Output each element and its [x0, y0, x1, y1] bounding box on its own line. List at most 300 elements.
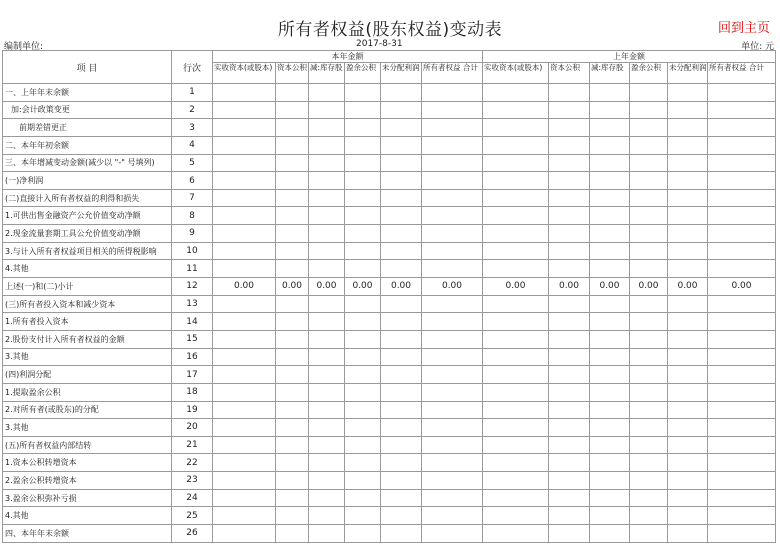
value-cell [630, 242, 668, 260]
value-cell [309, 242, 345, 260]
value-cell [549, 489, 590, 507]
value-cell [630, 348, 668, 366]
value-cell [590, 489, 630, 507]
line-number: 11 [172, 260, 213, 278]
preparer-label: 编制单位: [4, 42, 44, 52]
value-cell [708, 101, 776, 119]
prior-year-header: 上年金额 [483, 51, 776, 63]
value-cell [668, 525, 708, 543]
table-row [3, 84, 776, 102]
value-cell [668, 489, 708, 507]
report-date: 2017-8-31 [356, 39, 403, 49]
value-cell [381, 472, 422, 490]
prior-col-header: 所有者权益 合计 [708, 63, 776, 84]
line-number: 21 [172, 436, 213, 454]
value-cell [708, 207, 776, 225]
value-cell [345, 436, 381, 454]
value-cell [590, 330, 630, 348]
value-cell [483, 101, 549, 119]
value-cell [276, 154, 309, 172]
line-number: 16 [172, 348, 213, 366]
value-cell [276, 507, 309, 525]
value-cell [276, 454, 309, 472]
value-cell [590, 419, 630, 437]
table-row [3, 507, 776, 525]
value-cell [309, 313, 345, 331]
value-cell [549, 242, 590, 260]
value-cell [668, 242, 708, 260]
value-cell [549, 313, 590, 331]
value-cell [630, 260, 668, 278]
value-cell [422, 172, 483, 190]
value-cell [345, 507, 381, 525]
value-cell [590, 242, 630, 260]
line-number: 3 [172, 119, 213, 137]
value-cell [213, 454, 276, 472]
value-cell [668, 313, 708, 331]
value-cell [381, 136, 422, 154]
value-cell [549, 419, 590, 437]
value-cell [668, 119, 708, 137]
value-cell [345, 101, 381, 119]
value-cell [422, 154, 483, 172]
value-cell [708, 136, 776, 154]
value-cell [483, 260, 549, 278]
row-label: 一、上年年末余额 [3, 84, 172, 102]
value-cell [381, 189, 422, 207]
value-cell [276, 136, 309, 154]
value-cell [381, 366, 422, 384]
value-cell [708, 525, 776, 543]
value-cell [590, 366, 630, 384]
value-cell [630, 366, 668, 384]
value-cell [422, 207, 483, 225]
value-cell [422, 472, 483, 490]
value-cell [345, 401, 381, 419]
value-cell [213, 295, 276, 313]
value-cell [590, 454, 630, 472]
value-cell [483, 366, 549, 384]
prior-col-header: 盈余公积 [630, 63, 668, 84]
value-cell [708, 154, 776, 172]
value-cell [422, 507, 483, 525]
value-cell [668, 383, 708, 401]
value-cell: 0.00 [630, 278, 668, 296]
value-cell [213, 101, 276, 119]
prior-col-header: 资本公积 [549, 63, 590, 84]
value-cell [590, 225, 630, 243]
prior-col-header: 实收资本(或股本) [483, 63, 549, 84]
value-cell [345, 225, 381, 243]
value-cell [483, 242, 549, 260]
value-cell [345, 136, 381, 154]
table-row [3, 401, 776, 419]
value-cell [590, 136, 630, 154]
line-number: 23 [172, 472, 213, 490]
value-cell [590, 260, 630, 278]
prior-col-header: 减:库存股 [590, 63, 630, 84]
value-cell [483, 348, 549, 366]
value-cell [668, 401, 708, 419]
value-cell [668, 366, 708, 384]
table-row [3, 225, 776, 243]
value-cell [483, 295, 549, 313]
value-cell [708, 172, 776, 190]
value-cell [590, 295, 630, 313]
value-cell [276, 330, 309, 348]
value-cell [708, 313, 776, 331]
value-cell [630, 207, 668, 225]
value-cell [345, 454, 381, 472]
table-row [3, 172, 776, 190]
value-cell [345, 189, 381, 207]
value-cell [590, 313, 630, 331]
value-cell [549, 507, 590, 525]
line-number: 24 [172, 489, 213, 507]
row-label: 四、本年年末余额 [3, 525, 172, 543]
value-cell [590, 172, 630, 190]
value-cell [630, 436, 668, 454]
value-cell: 0.00 [345, 278, 381, 296]
value-cell [422, 101, 483, 119]
current-col-header: 盈余公积 [345, 63, 381, 84]
value-cell [590, 383, 630, 401]
line-number: 26 [172, 525, 213, 543]
value-cell [213, 348, 276, 366]
value-cell [422, 436, 483, 454]
value-cell [708, 419, 776, 437]
value-cell [549, 207, 590, 225]
value-cell [381, 525, 422, 543]
value-cell [590, 348, 630, 366]
value-cell [668, 225, 708, 243]
value-cell [549, 525, 590, 543]
current-col-header: 减:库存股 [309, 63, 345, 84]
value-cell [708, 189, 776, 207]
value-cell [590, 119, 630, 137]
value-cell [549, 119, 590, 137]
value-cell [630, 295, 668, 313]
value-cell [309, 154, 345, 172]
value-cell [309, 295, 345, 313]
table-row [3, 101, 776, 119]
row-label: (四)利润分配 [3, 366, 172, 384]
value-cell [708, 454, 776, 472]
value-cell [422, 525, 483, 543]
value-cell [708, 295, 776, 313]
value-cell [668, 136, 708, 154]
value-cell [381, 401, 422, 419]
table-row [3, 366, 776, 384]
value-cell [630, 119, 668, 137]
row-label: 加:会计政策变更 [3, 101, 172, 119]
value-cell: 0.00 [276, 278, 309, 296]
value-cell [630, 401, 668, 419]
value-cell [630, 507, 668, 525]
value-cell [590, 401, 630, 419]
value-cell [309, 101, 345, 119]
value-cell [483, 401, 549, 419]
value-cell: 0.00 [708, 278, 776, 296]
value-cell [668, 101, 708, 119]
value-cell [309, 119, 345, 137]
value-cell [276, 172, 309, 190]
current-col-header: 实收资本(或股本) [213, 63, 276, 84]
current-year-header: 本年金额 [213, 51, 483, 63]
value-cell [590, 84, 630, 102]
value-cell [630, 101, 668, 119]
line-number: 7 [172, 189, 213, 207]
value-cell [276, 189, 309, 207]
line-number: 13 [172, 295, 213, 313]
home-link[interactable]: 回到主页 [717, 21, 770, 36]
table-row [3, 207, 776, 225]
value-cell [708, 436, 776, 454]
value-cell [483, 119, 549, 137]
value-cell [668, 454, 708, 472]
value-cell [345, 154, 381, 172]
value-cell [381, 84, 422, 102]
row-label: 上述(一)和(二)小计 [3, 278, 172, 296]
value-cell [668, 207, 708, 225]
value-cell [590, 436, 630, 454]
value-cell [630, 383, 668, 401]
value-cell [630, 454, 668, 472]
value-cell [422, 330, 483, 348]
row-label: 3.其他 [3, 419, 172, 437]
value-cell [422, 489, 483, 507]
line-number: 10 [172, 242, 213, 260]
value-cell [276, 225, 309, 243]
line-number: 19 [172, 401, 213, 419]
value-cell [345, 489, 381, 507]
value-cell [276, 525, 309, 543]
value-cell [381, 348, 422, 366]
value-cell [213, 472, 276, 490]
value-cell [276, 295, 309, 313]
line-number: 20 [172, 419, 213, 437]
current-col-header: 未分配利润 [381, 63, 422, 84]
value-cell [213, 207, 276, 225]
project-header: 项 目 [3, 51, 172, 84]
value-cell [549, 136, 590, 154]
equity-change-table [2, 50, 776, 543]
value-cell [422, 260, 483, 278]
value-cell [549, 401, 590, 419]
value-cell [276, 207, 309, 225]
page-title: 所有者权益(股东权益)变动表 [277, 20, 503, 40]
prior-col-header: 未分配利润 [668, 63, 708, 84]
value-cell [483, 225, 549, 243]
value-cell [549, 472, 590, 490]
line-number: 12 [172, 278, 213, 296]
value-cell [668, 295, 708, 313]
value-cell [381, 207, 422, 225]
value-cell [276, 101, 309, 119]
value-cell [422, 225, 483, 243]
value-cell: 0.00 [213, 278, 276, 296]
row-label: (五)所有者权益内部结转 [3, 436, 172, 454]
value-cell [422, 366, 483, 384]
value-cell [309, 84, 345, 102]
value-cell [309, 136, 345, 154]
value-cell [630, 489, 668, 507]
value-cell [708, 401, 776, 419]
value-cell [345, 84, 381, 102]
value-cell [483, 383, 549, 401]
value-cell [549, 383, 590, 401]
value-cell [213, 154, 276, 172]
line-number: 8 [172, 207, 213, 225]
line-number: 22 [172, 454, 213, 472]
value-cell [213, 242, 276, 260]
table-row [3, 525, 776, 543]
row-label: 2.现金流量套期工具公允价值变动净额 [3, 225, 172, 243]
value-cell [708, 366, 776, 384]
value-cell [630, 330, 668, 348]
value-cell [381, 454, 422, 472]
value-cell [668, 260, 708, 278]
row-label: 3.盈余公积弥补亏损 [3, 489, 172, 507]
value-cell: 0.00 [422, 278, 483, 296]
value-cell [549, 260, 590, 278]
value-cell [309, 366, 345, 384]
value-cell [381, 154, 422, 172]
value-cell [708, 260, 776, 278]
value-cell [213, 119, 276, 137]
value-cell [213, 401, 276, 419]
row-label: 4.其他 [3, 507, 172, 525]
line-number: 2 [172, 101, 213, 119]
value-cell [422, 419, 483, 437]
value-cell [630, 172, 668, 190]
table-row [3, 454, 776, 472]
value-cell [549, 225, 590, 243]
value-cell [309, 225, 345, 243]
row-label: 4.其他 [3, 260, 172, 278]
value-cell [276, 366, 309, 384]
value-cell [276, 242, 309, 260]
value-cell [549, 366, 590, 384]
value-cell [213, 313, 276, 331]
value-cell [422, 84, 483, 102]
value-cell [422, 383, 483, 401]
value-cell [668, 330, 708, 348]
value-cell [309, 419, 345, 437]
value-cell [422, 136, 483, 154]
table-row [3, 154, 776, 172]
value-cell [213, 419, 276, 437]
value-cell [422, 119, 483, 137]
table-row [3, 472, 776, 490]
value-cell [590, 189, 630, 207]
value-cell [483, 472, 549, 490]
row-label: 1.所有者投入资本 [3, 313, 172, 331]
value-cell [708, 348, 776, 366]
value-cell [345, 383, 381, 401]
value-cell [213, 84, 276, 102]
value-cell [590, 472, 630, 490]
value-cell [345, 260, 381, 278]
value-cell [668, 472, 708, 490]
value-cell [309, 507, 345, 525]
table-row [3, 383, 776, 401]
value-cell [276, 348, 309, 366]
table-row [3, 189, 776, 207]
value-cell [309, 472, 345, 490]
row-label: (一)净利润 [3, 172, 172, 190]
table-row [3, 436, 776, 454]
value-cell [345, 525, 381, 543]
value-cell [483, 436, 549, 454]
value-cell [213, 366, 276, 384]
value-cell [630, 419, 668, 437]
table-row [3, 330, 776, 348]
line-number: 1 [172, 84, 213, 102]
value-cell [309, 525, 345, 543]
value-cell [309, 401, 345, 419]
line-number: 4 [172, 136, 213, 154]
row-label: 前期差错更正 [3, 119, 172, 137]
table-row [3, 136, 776, 154]
value-cell [276, 472, 309, 490]
current-col-header: 所有者权益 合计 [422, 63, 483, 84]
value-cell [668, 84, 708, 102]
line-number: 18 [172, 383, 213, 401]
value-cell [549, 330, 590, 348]
value-cell [590, 507, 630, 525]
value-cell: 0.00 [668, 278, 708, 296]
table-row [3, 489, 776, 507]
row-label: 2.对所有者(或股东)的分配 [3, 401, 172, 419]
table-row [3, 278, 776, 296]
value-cell [483, 489, 549, 507]
line-number: 15 [172, 330, 213, 348]
value-cell [483, 419, 549, 437]
value-cell [708, 489, 776, 507]
line-number: 5 [172, 154, 213, 172]
table-row [3, 295, 776, 313]
value-cell [708, 119, 776, 137]
value-cell [276, 260, 309, 278]
currency-unit: 单位: 元 [741, 42, 774, 52]
value-cell [668, 348, 708, 366]
value-cell [381, 225, 422, 243]
value-cell [422, 242, 483, 260]
value-cell [630, 313, 668, 331]
value-cell [668, 507, 708, 525]
value-cell [276, 383, 309, 401]
value-cell [309, 172, 345, 190]
line-number: 17 [172, 366, 213, 384]
value-cell [590, 154, 630, 172]
value-cell [590, 207, 630, 225]
value-cell [276, 84, 309, 102]
table-row [3, 348, 776, 366]
value-cell [422, 348, 483, 366]
value-cell [483, 454, 549, 472]
value-cell [309, 260, 345, 278]
value-cell [668, 436, 708, 454]
value-cell [708, 330, 776, 348]
value-cell [630, 472, 668, 490]
value-cell [345, 207, 381, 225]
value-cell [309, 207, 345, 225]
value-cell [213, 436, 276, 454]
value-cell [708, 225, 776, 243]
value-cell [381, 119, 422, 137]
table-row [3, 419, 776, 437]
